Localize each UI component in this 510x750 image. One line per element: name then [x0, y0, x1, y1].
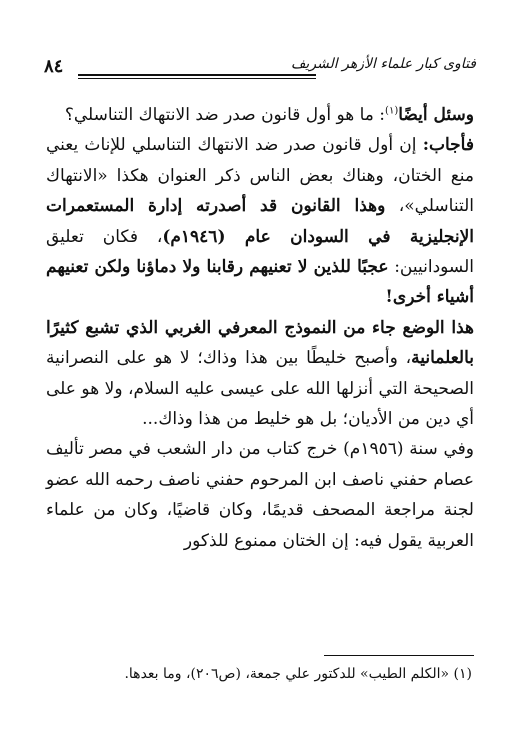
question-lead: وسئل أيضًا	[398, 105, 474, 125]
western-model-paragraph	[46, 313, 474, 435]
answer-bold-law: وهذا القانون قد أصدرته إدارة المستعمرات الإنجليزية في السودان عام (١٩٤٦م)	[46, 196, 474, 247]
question-text: : ما هو أول قانون صدر ضد الانتهاك التناسلي؟	[64, 105, 386, 125]
footnote: (١) «الكلم الطيب» للدكتور علي جمعة، (ص٢٠٦)، وما بعدها.	[124, 666, 472, 682]
answer-text-2: ، فكان تعليق السودانيين:	[46, 226, 474, 278]
answer-text: إن أول قانون صدر ضد الانتهاك التناسلي للإناث يعني منع الختان، وهناك بعض الناس ذكر العنوان هكذا «الانتهاك التناسلي»،	[46, 135, 474, 217]
running-header	[44, 56, 476, 86]
book-title: فتاوى كبار علماء الأزهر الشريف	[290, 56, 476, 72]
book-1956-text: وفي سنة (١٩٥٦م) خرج كتاب من دار الشعب في مصر تأليف عصام حفني ناصف ابن المرحوم حفني ناصف رحمه الله عضو لجنة مراجعة المصحف قديمًا، وكان قاضيًا، وكان من علماء العربية يقول فيه: إن الختان ممنوع للذكور	[46, 439, 474, 551]
footnote-separator	[324, 655, 474, 656]
western-model-bold: هذا الوضع جاء من النموذج المعرفي الغربي الذي تشبع كثيرًا بالعلمانية	[46, 317, 474, 369]
main-text	[46, 100, 474, 556]
answer-paragraph	[46, 130, 474, 312]
footnote-ref: (١)	[385, 105, 399, 117]
question-paragraph	[46, 100, 474, 130]
answer-lead: فأجاب:	[422, 135, 474, 156]
western-model-text: ، وأصبح خليطًا بين هذا وذاك؛ لا هو على النصرانية الصحيحة التي أنزلها الله على عيسى عليه السلام، ولا هو على أي دين من الأديان؛ بل هو خليط من هذا وذاك...	[46, 348, 474, 430]
header-rule-thin	[78, 78, 316, 79]
answer-bold-quote: عجبًا للذين لا تعنيهم رقابنا ولا دماؤنا ولكن تعنيهم أشياء أخرى!	[46, 257, 474, 308]
page-number: ٨٤	[44, 56, 64, 77]
header-rule	[78, 74, 316, 76]
book-1956-paragraph	[46, 434, 474, 556]
